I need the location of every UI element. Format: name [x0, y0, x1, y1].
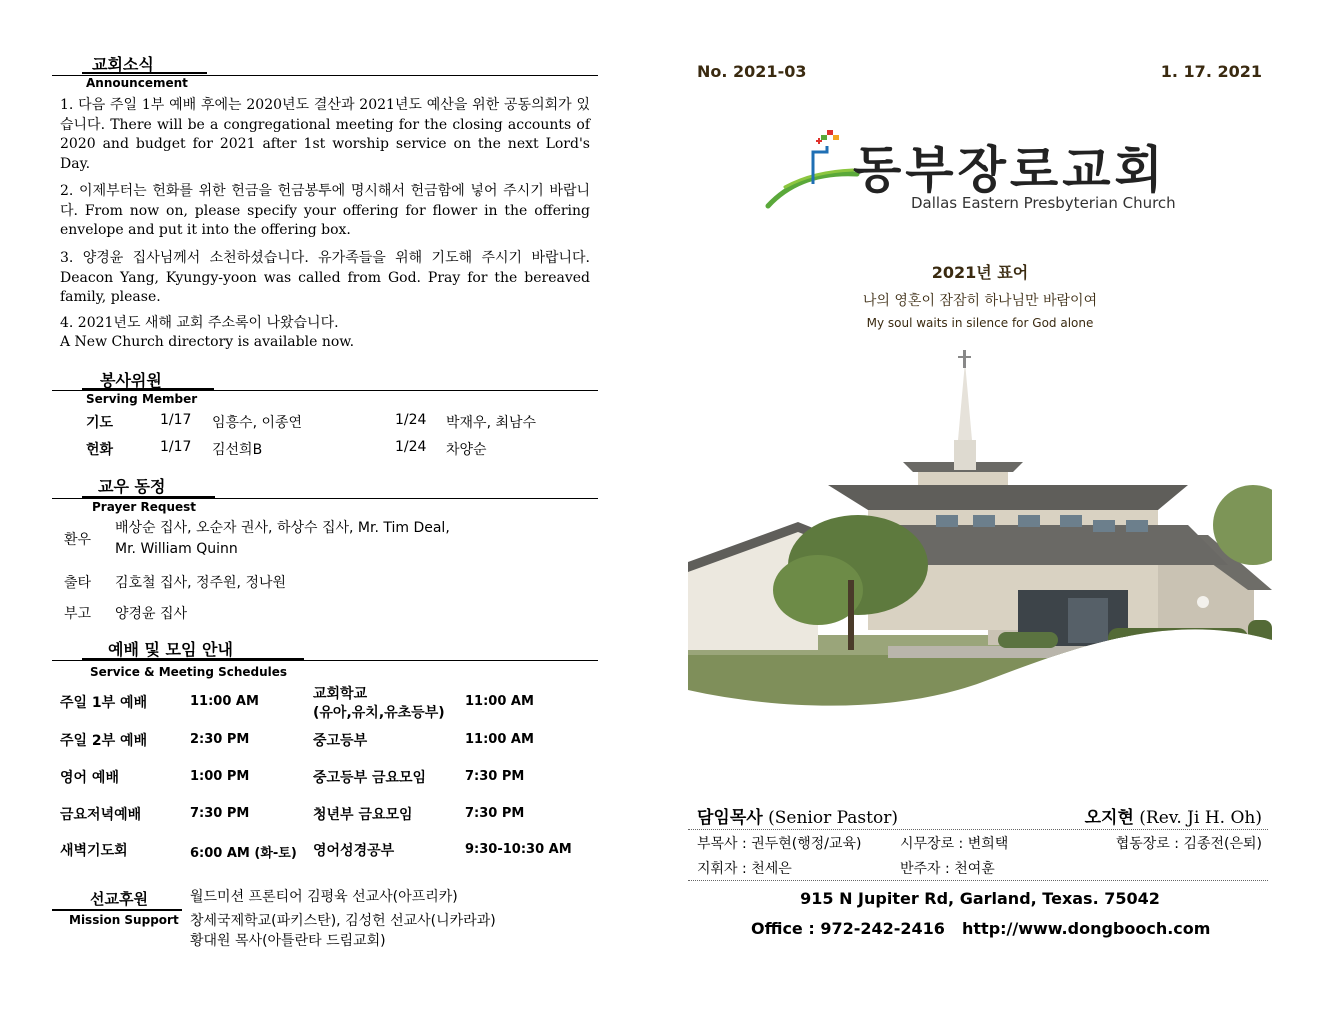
serving-names: 임흥수, 이종연	[212, 415, 303, 431]
schedule-time: 9:30-10:30 AM	[465, 842, 572, 857]
church-address: 915 N Jupiter Rd, Garland, Texas. 75042	[800, 889, 1160, 908]
schedule-time: 11:00 AM	[465, 694, 534, 709]
prayer-names: 양경윤 집사	[115, 606, 188, 622]
church-logo	[765, 124, 1185, 214]
motto-korean: 나의 영혼이 잠잠히 하나님만 바람이여	[862, 293, 1098, 309]
prayer-names: 배상순 집사, 오순자 권사, 하상수 집사, Mr. Tim Deal,	[115, 520, 450, 536]
announcement-item-2: 2. 이제부터는 헌화를 위한 헌금을 헌금봉투에 명시해서 헌금함에 넣어 주시기 바랍니다. From now on, please specify your offering for flower in the offering envelope and put it into the offering box.	[60, 183, 590, 238]
schedule-name: 중고등부 금요모임	[313, 770, 427, 786]
senior-pastor-label-ko: 담임목사	[697, 808, 763, 828]
mission-line: 월드미션 프론티어 김평육 선교사(아프리카)	[190, 889, 458, 905]
serving-date: 1/24	[395, 439, 427, 455]
schedule-name: 주일 1부 예배	[60, 695, 148, 711]
serving-names: 차양순	[446, 442, 487, 458]
serving-subtitle: Serving Member	[86, 392, 198, 406]
senior-pastor-name	[1000, 803, 1262, 828]
schedule-name: 새벽기도회	[60, 843, 128, 859]
schedule-time: 2:30 PM	[190, 732, 250, 747]
schedule-name: 교회학교	[313, 686, 368, 702]
issue-date: 1. 17. 2021	[1160, 62, 1262, 81]
prayer-title: 교우 동정	[98, 477, 166, 496]
church-building-image	[688, 350, 1272, 715]
schedule-time: 11:00 AM	[465, 732, 534, 747]
serving-title: 봉사위원	[100, 371, 162, 390]
announcement-item-3: 3. 양경윤 집사님께서 소천하셨습니다. 유가족들을 위해 기도해 주시기 바랍니다. Deacon Yang, Kyungy-yoon was called from God. Pray for the bereaved family, please.	[60, 250, 590, 305]
announcement-item-5: A New Church directory is available now.	[60, 334, 355, 350]
logo-korean: 동부장로교회	[853, 141, 1167, 199]
mission-line: 창세국제학교(파키스탄), 김성헌 선교사(니카라과)	[190, 913, 496, 929]
staff-associate-pastor: 부목사 : 권두현(행정/교육)	[697, 836, 862, 852]
staff-divider-bottom	[688, 880, 1268, 881]
announcement-subtitle: Announcement	[86, 76, 188, 90]
schedule-time: 6:00 AM (화-토)	[190, 846, 297, 861]
senior-pastor-label	[697, 803, 898, 828]
prayer-label: 환우	[64, 532, 92, 548]
serving-role: 기도	[86, 415, 114, 431]
schedule-name: 영어 예배	[60, 770, 119, 786]
staff-conductor: 지휘자 : 천세은	[697, 861, 792, 877]
issue-number: No. 2021-03	[697, 62, 807, 81]
schedule-name-sub: (유아,유치,유초등부)	[313, 705, 445, 721]
serving-date: 1/17	[160, 412, 192, 428]
announcement-item-1: 1. 다음 주일 1부 예배 후에는 2020년도 결산과 2021년도 예산을 위한 공동의회가 있습니다. There will be a congregational meeting for the closing accounts of 2020 and budget for 2021 after 1st worship service on the next Lord's Day.	[60, 97, 590, 172]
prayer-subtitle: Prayer Request	[92, 500, 197, 514]
mission-line: 황대원 목사(아틀란타 드림교회)	[190, 933, 386, 949]
motto-english: My soul waits in silence for God alone	[866, 316, 1094, 330]
announcement-item-4: 4. 2021년도 새해 교회 주소록이 나왔습니다.	[60, 315, 339, 331]
staff-cooperating-elder: 협동장로 : 김종전(은퇴)	[1115, 836, 1262, 852]
schedule-name: 주일 2부 예배	[60, 733, 148, 749]
serving-role: 헌화	[86, 442, 114, 458]
serving-date: 1/24	[395, 412, 427, 428]
serving-date: 1/17	[160, 439, 192, 455]
schedule-name: 중고등부	[313, 733, 368, 749]
schedule-title: 예배 및 모임 안내	[108, 640, 233, 659]
prayer-names: Mr. William Quinn	[115, 541, 238, 557]
serving-rule	[52, 390, 598, 391]
mission-rule	[52, 909, 182, 911]
prayer-rule	[52, 498, 598, 499]
schedule-time: 7:30 PM	[190, 806, 250, 821]
announcement-title-underline	[82, 72, 207, 74]
staff-accompanist: 반주자 : 천여훈	[900, 861, 995, 877]
schedule-rule	[52, 660, 598, 661]
staff-divider-top	[688, 829, 1268, 830]
prayer-label: 출타	[64, 575, 92, 591]
schedule-name: 금요저녁예배	[60, 807, 142, 823]
motto-title: 2021년 표어	[931, 263, 1029, 282]
serving-names: 박재우, 최남수	[446, 415, 537, 431]
prayer-names: 김호철 집사, 정주원, 정나원	[115, 575, 287, 591]
prayer-label: 부고	[64, 606, 92, 622]
church-logo-icon	[765, 124, 860, 214]
schedule-time: 7:30 PM	[465, 769, 525, 784]
announcement-title: 교회소식	[92, 55, 154, 74]
website-link[interactable]: http://www.dongbooch.com	[962, 919, 1211, 938]
schedule-name: 청년부 금요모임	[313, 807, 413, 823]
logo-english: Dallas Eastern Presbyterian Church	[911, 194, 1176, 212]
schedule-time: 1:00 PM	[190, 769, 250, 784]
schedule-subtitle: Service & Meeting Schedules	[90, 665, 288, 679]
schedule-time: 7:30 PM	[465, 806, 525, 821]
office-phone: Office : 972-242-2416	[751, 919, 945, 938]
mission-title: 선교후원	[90, 890, 148, 908]
schedule-time: 11:00 AM	[190, 694, 259, 709]
staff-elder: 시무장로 : 변희택	[900, 836, 1009, 852]
schedule-name: 영어성경공부	[313, 843, 395, 859]
senior-pastor-name-en: (Rev. Ji H. Oh)	[1139, 808, 1262, 828]
senior-pastor-label-en: (Senior Pastor)	[768, 808, 898, 828]
serving-names: 김선희B	[212, 442, 263, 458]
senior-pastor-name-ko: 오지현	[1084, 808, 1134, 828]
mission-subtitle: Mission Support	[69, 913, 179, 927]
